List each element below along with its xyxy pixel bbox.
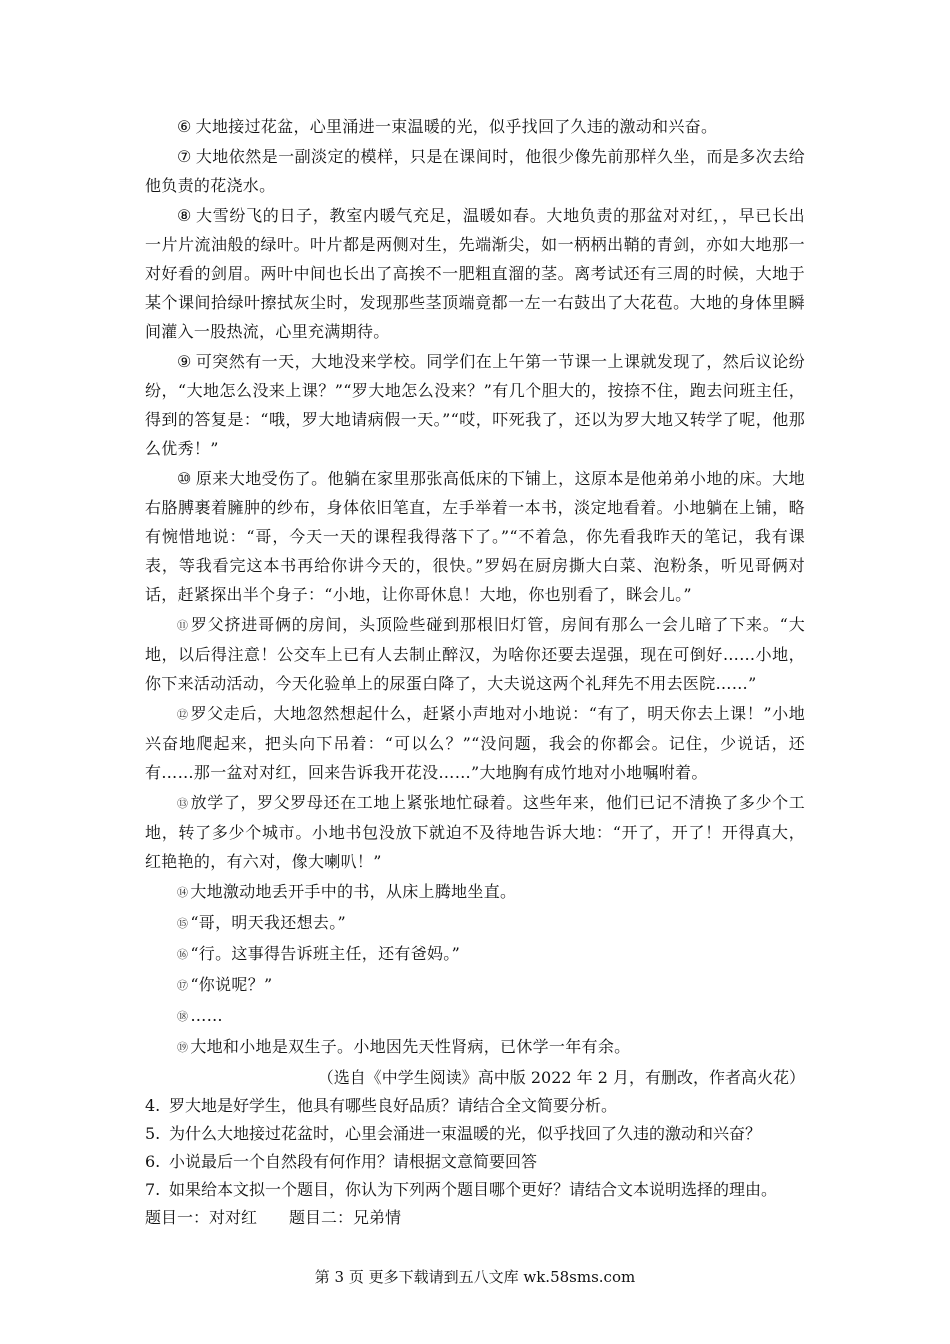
paragraph-number: ⑰	[177, 979, 189, 992]
paragraph-text: 放学了，罗父罗母还在工地上紧张地忙碌着。这些年来，他们已记不清换了多少个工地，转了多少个城市。小地书包没放下就迫不及待地告诉大地：“开了，开了！开得真大，红艳艳的，有六对，像大喇叭！”	[145, 793, 805, 871]
paragraph-number: ⑱	[177, 1010, 189, 1023]
question-text: 为什么大地接过花盆时，心里会涌进一束温暖的光，似乎找回了久违的激动和兴奋？	[169, 1124, 762, 1143]
paragraph-15	[145, 908, 805, 938]
paragraph-text: 原来大地受伤了。他躺在家里那张高低床的下铺上，这原本是他弟弟小地的床。大地右胳膊裹着臃肿的纱布，身体依旧笔直，左手举着一本书，淡定地看着。小地躺在上铺，略有惋惜地说：“哥，今天一天的课程我得落下了。”“不着急，你先看我昨天的笔记，我有课表，等我看完这本书再给你讲今天的，很快。”罗妈在厨房撕大白菜、泡粉条，听见哥俩对话，赶紧探出半个身子：“小地，让你哥休息！大地，你也别看了，眯会儿。”	[145, 469, 805, 604]
paragraph-7	[145, 142, 805, 200]
paragraph-number: ⑪	[177, 619, 189, 632]
paragraph-text: 大雪纷飞的日子，教室内暖气充足，温暖如春。大地负责的那盆对对红，，早已长出一片片流油般的绿叶。叶片都是两侧对生，先端渐尖，如一柄柄出鞘的青剑，亦如大地那一对好看的剑眉。两叶中间也长出了高挨不一肥粗直溜的茎。离考试还有三周的时候，大地于某个课间拾绿叶擦拭灰尘时，发现那些茎顶端竟都一左一右鼓出了大花苞。大地的身体里瞬间灌入一股热流，心里充满期待。	[145, 206, 805, 341]
question-6	[145, 1148, 805, 1176]
paragraph-text: 大地和小地是双生子。小地因先天性肾病，已休学一年有余。	[190, 1037, 631, 1056]
question-number: 6.	[145, 1152, 161, 1171]
paragraph-11	[145, 610, 805, 698]
paragraph-16	[145, 939, 805, 969]
question-7	[145, 1176, 805, 1204]
question-text: 如果给本文拟一个题目，你认为下列两个题目哪个更好？请结合文本说明选择的理由。	[169, 1180, 778, 1199]
paragraph-number: ⑥	[177, 117, 192, 136]
paragraph-13	[145, 788, 805, 876]
paragraph-number: ⑧	[177, 206, 193, 225]
paragraph-19	[145, 1032, 805, 1062]
paragraph-text: 罗父走后，大地忽然想起什么，赶紧小声地对小地说：“有了，明天你去上课！”小地兴奋地爬起来，把头向下吊着：“可以么？”“没问题，我会的你都会。记住，少说话，还有……那一盆对对红，回来告诉我开花没……”大地胸有成竹地对小地嘱咐着。	[145, 704, 805, 782]
question-text: 小说最后一个自然段有何作用？请根据文意简要回答	[169, 1152, 538, 1171]
paragraph-17	[145, 970, 805, 1000]
paragraph-18	[145, 1001, 805, 1031]
paragraph-text: “你说呢？”	[190, 975, 273, 994]
paragraph-number: ⑦	[177, 147, 192, 166]
paragraph-number: ⑮	[177, 917, 189, 930]
question-5	[145, 1120, 805, 1148]
question-number: 5.	[145, 1124, 161, 1143]
question-number: 4.	[145, 1096, 161, 1115]
paragraph-text: 大地激动地丢开手中的书，从床上腾地坐直。	[190, 882, 517, 901]
question-number: 7.	[145, 1180, 161, 1199]
paragraph-number: ⑩	[177, 469, 192, 488]
paragraph-text: 大地依然是一副淡定的模样，只是在课间时，他很少像先前那样久坐，而是多次去给他负责的花浇水。	[145, 147, 805, 195]
paragraph-10	[145, 464, 805, 609]
paragraph-number: ⑯	[177, 948, 189, 961]
question-4	[145, 1092, 805, 1120]
paragraph-text: “哥，明天我还想去。”	[190, 913, 346, 932]
paragraph-8	[145, 201, 805, 346]
paragraph-number: ⑬	[177, 797, 189, 810]
paragraph-text: 罗父挤进哥俩的房间，头顶险些碰到那根旧灯管，房间有那么一会儿暗了下来。“大地，以后得注意！公交车上已有人去制止醉汉，为啥你还要去逞强，现在可倒好……小地，你下来活动活动，今天化验单上的尿蛋白降了，大夫说这两个礼拜先不用去医院……”	[145, 615, 805, 693]
paragraph-9	[145, 347, 805, 463]
paragraph-12	[145, 699, 805, 787]
page-footer: 第 3 页 更多下载请到五八文库 wk.58sms.com	[314, 1268, 636, 1286]
title-options: 题目一：对对红 题目二：兄弟情	[145, 1208, 402, 1227]
paragraph-text: “行。这事得告诉班主任，还有爸妈。”	[190, 944, 461, 963]
paragraph-text: 大地接过花盆，心里涌进一束温暖的光，似乎找回了久违的激动和兴奋。	[195, 117, 718, 136]
paragraph-number: ⑫	[177, 708, 189, 721]
paragraph-number: ⑲	[177, 1041, 189, 1054]
paragraph-6	[145, 112, 805, 141]
paragraph-number: ⑭	[177, 886, 189, 899]
question-text: 罗大地是好学生，他具有哪些良好品质？请结合全文简要分析。	[169, 1096, 618, 1115]
paragraph-number: ⑨	[177, 352, 192, 371]
paragraph-text: 可突然有一天，大地没来学校。同学们在上午第一节课一上课就发现了，然后议论纷纷，“大地怎么没来上课？”“罗大地怎么没来？”有几个胆大的，按捺不住，跑去问班主任，得到的答复是：“哦，罗大地请病假一天。”“哎，吓死我了，还以为罗大地又转学了呢，他那么优秀！”	[145, 352, 805, 458]
paragraph-text: ……	[190, 1006, 223, 1025]
paragraph-14	[145, 877, 805, 907]
source-citation: （选自《中学生阅读》高中版 2022 年 2 月，有删改，作者高火花）	[317, 1068, 805, 1087]
document-body	[145, 112, 805, 1232]
